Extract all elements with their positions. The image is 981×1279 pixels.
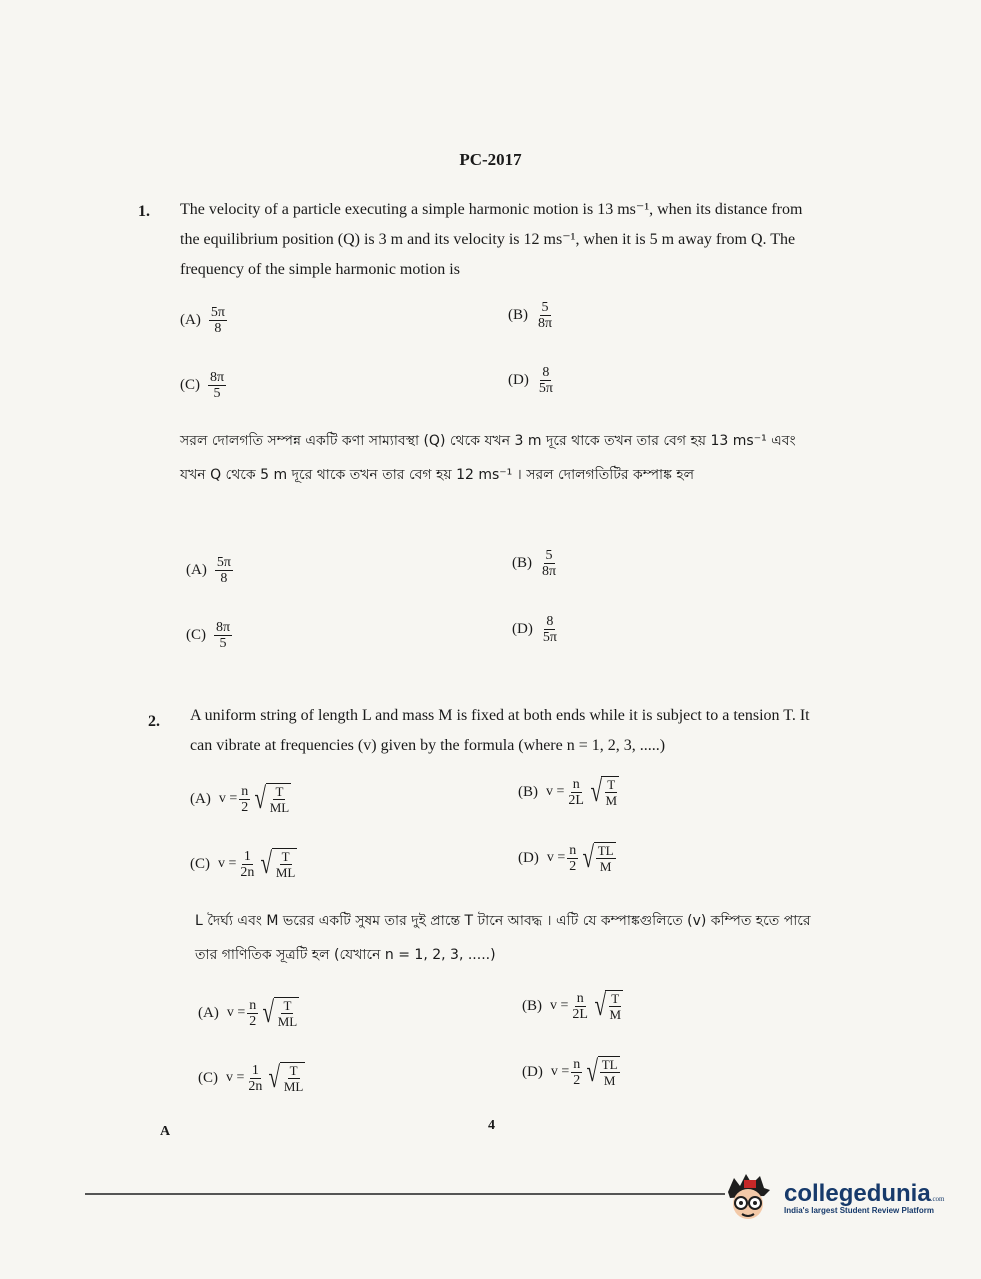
q1-en-option-d[interactable] (508, 365, 555, 396)
question-2-text-english: A uniform string of length L and mass M is fixed at both ends while it is subject to a tension T. It can vibrate at frequencies (v) given by the formula (where n = 1, 2, 3, .....) (190, 707, 810, 754)
numerator: 8π (216, 620, 231, 635)
q1-bn-option-c[interactable] (186, 620, 232, 651)
option-label: (D) (518, 849, 539, 866)
square-root (252, 783, 291, 815)
square-root (266, 1062, 305, 1094)
denominator: ML (277, 1014, 298, 1029)
square-root (592, 990, 623, 1022)
radical-sign: √ (260, 847, 273, 880)
q1-bn-option-d[interactable] (512, 614, 559, 645)
coefficient (567, 843, 578, 874)
numerator: 5 (545, 548, 553, 563)
question-1-number: 1. (138, 203, 150, 220)
numerator: T (283, 998, 292, 1013)
numerator: 5π (210, 305, 225, 320)
denominator: 8π (542, 564, 557, 579)
q2-en-option-b[interactable] (518, 776, 619, 808)
option-label: (C) (186, 627, 206, 643)
option-label: (B) (508, 307, 528, 323)
numerator: n (576, 990, 584, 1006)
denominator: 2 (241, 799, 249, 815)
radical-sign: √ (254, 782, 267, 815)
paper-set-label: A (160, 1124, 171, 1139)
square-root (588, 776, 619, 808)
formula-lhs: v = (550, 1064, 570, 1079)
q2-en-option-c[interactable] (190, 848, 297, 880)
radical-sign: √ (262, 996, 275, 1029)
formula-lhs: v = (226, 1005, 246, 1020)
numerator: 8π (210, 370, 225, 385)
denominator: 5 (213, 386, 221, 401)
coefficient (570, 991, 590, 1022)
formula-lhs: v = (546, 784, 565, 799)
radicand (605, 990, 623, 1022)
q1-en-option-a[interactable] (180, 305, 227, 336)
formula (218, 848, 297, 880)
numerator: T (275, 784, 284, 799)
denominator: M (599, 859, 612, 874)
mascot-icon (720, 1170, 776, 1226)
q2-bn-option-a[interactable] (198, 997, 299, 1029)
coefficient (247, 998, 258, 1029)
q1-en-option-b[interactable] (508, 300, 554, 331)
brand-tagline: India's largest Student Review Platform (784, 1205, 934, 1215)
denominator: 2 (249, 1013, 257, 1029)
fraction (537, 365, 555, 396)
q2-bn-option-d[interactable] (522, 1056, 620, 1088)
radicand (274, 997, 300, 1029)
paper-code: PC-2017 (459, 150, 522, 169)
denominator: M (609, 1007, 621, 1022)
q1-en-option-c[interactable] (180, 370, 226, 401)
denominator: 2n (248, 1078, 263, 1094)
denominator: 8 (220, 571, 228, 586)
fraction (596, 843, 616, 874)
radical-sign: √ (590, 775, 602, 808)
radicand (266, 783, 292, 815)
brand-domain-suffix: .com (930, 1194, 945, 1203)
denominator: 2L (572, 1006, 588, 1022)
fraction (276, 998, 300, 1029)
denominator: M (605, 793, 617, 808)
option-label: (A) (186, 562, 207, 578)
formula-lhs: v = (218, 791, 238, 806)
footer-divider (85, 1193, 725, 1195)
option-label: (B) (512, 555, 532, 571)
denominator: 5π (538, 381, 553, 396)
option-label: (C) (198, 1069, 218, 1086)
q2-bn-option-c[interactable] (198, 1062, 305, 1094)
denominator: 8π (538, 316, 553, 331)
brand-text (784, 1179, 945, 1215)
coefficient (571, 1057, 582, 1088)
fraction (215, 555, 233, 586)
numerator: n (241, 783, 249, 799)
numerator: T (281, 849, 290, 864)
formula (227, 997, 299, 1029)
option-label: (A) (190, 790, 211, 807)
denominator: 8 (214, 321, 222, 336)
fraction (603, 777, 619, 808)
radicand (598, 1056, 620, 1088)
numerator: n (572, 776, 580, 792)
denominator: 5 (219, 636, 227, 651)
option-label: (A) (198, 1004, 219, 1021)
option-label: (D) (512, 621, 533, 637)
square-root (260, 997, 299, 1029)
formula (551, 1056, 620, 1088)
denominator: ML (275, 865, 296, 880)
radical-sign: √ (268, 1061, 281, 1094)
numerator: 8 (542, 365, 550, 380)
q2-en-option-d[interactable] (518, 842, 616, 874)
numerator: TL (597, 843, 614, 858)
fraction (268, 784, 292, 815)
formula (550, 990, 623, 1022)
option-label: (D) (508, 372, 529, 388)
denominator: 2n (240, 864, 255, 880)
page-number: 4 (488, 1118, 495, 1133)
radical-sign: √ (586, 1055, 599, 1088)
numerator: n (573, 1056, 581, 1072)
formula (547, 842, 616, 874)
fraction (540, 548, 558, 579)
numerator: T (289, 1063, 298, 1078)
formula (546, 776, 619, 808)
fraction (607, 991, 623, 1022)
square-root (580, 842, 615, 874)
formula-lhs: v = (546, 850, 566, 865)
coefficient (246, 1063, 264, 1094)
option-label: (B) (518, 783, 538, 800)
fraction (214, 620, 232, 651)
radical-sign: √ (582, 841, 595, 874)
fraction (600, 1057, 620, 1088)
question-2-text-bengali: L দৈর্ঘ্য এবং M ভরের একটি সুষম তার দুই প্রান্তে T টানে আবদ্ধ । এটি যে কম্পাঙ্কগুলিতে (v) কম্পিত হতে পারে তার গাণিতিক সূত্রটি হল (যেখানে n = 1, 2, 3, .....) (195, 913, 811, 963)
denominator: 2 (569, 858, 577, 874)
numerator: 5 (541, 300, 549, 315)
coefficient (239, 784, 250, 815)
coefficient (238, 849, 256, 880)
formula-lhs: v = (218, 856, 237, 871)
radicand (601, 776, 619, 808)
numerator: 1 (251, 1062, 259, 1078)
brand-logo[interactable] (720, 1170, 945, 1226)
q1-bn-option-a[interactable] (186, 555, 233, 586)
option-label: (C) (190, 855, 210, 872)
formula-lhs: v = (550, 998, 569, 1013)
fraction (282, 1063, 306, 1094)
option-label: (A) (180, 312, 201, 328)
denominator: ML (283, 1079, 304, 1094)
fraction (274, 849, 298, 880)
coefficient (566, 777, 586, 808)
fraction (541, 614, 559, 645)
denominator: 2 (573, 1072, 581, 1088)
denominator: 2L (568, 792, 584, 808)
option-label: (D) (522, 1063, 543, 1080)
radical-sign: √ (594, 989, 606, 1022)
fraction (208, 370, 226, 401)
fraction (536, 300, 554, 331)
q1-bn-option-b[interactable] (512, 548, 558, 579)
numerator: 8 (546, 614, 554, 629)
numerator: n (569, 842, 577, 858)
formula (219, 783, 291, 815)
formula (226, 1062, 305, 1094)
fraction (209, 305, 227, 336)
numerator: n (249, 997, 257, 1013)
denominator: ML (269, 800, 290, 815)
numerator: 5π (216, 555, 231, 570)
question-2-number: 2. (148, 713, 160, 730)
numerator: TL (601, 1057, 618, 1072)
radicand (272, 848, 298, 880)
radicand (280, 1062, 306, 1094)
denominator: M (603, 1073, 616, 1088)
option-label: (B) (522, 997, 542, 1014)
denominator: 5π (542, 630, 557, 645)
numerator: 1 (243, 848, 251, 864)
q2-en-option-a[interactable] (190, 783, 291, 815)
q2-bn-option-b[interactable] (522, 990, 623, 1022)
numerator: T (607, 777, 616, 792)
formula-lhs: v = (226, 1070, 245, 1085)
square-root (258, 848, 297, 880)
square-root (584, 1056, 619, 1088)
numerator: T (611, 991, 620, 1006)
question-1-text-bengali: সরল দোলগতি সম্পন্ন একটি কণা সাম্যাবস্থা (Q) থেকে যখন 3 m দূরে থাকে তখন তার বেগ হয় 13 ms⁻¹ এবং যখন Q থেকে 5 m দূরে থাকে তখন তার বেগ হয় 12 ms⁻¹ । সরল দোলগতিটির কম্পাঙ্ক হল (180, 433, 796, 483)
option-label: (C) (180, 377, 200, 393)
question-1-text-english: The velocity of a particle executing a simple harmonic motion is 13 ms⁻¹, when its distance from the equilibrium position (Q) is 3 m and its velocity is 12 ms⁻¹, when it is 5 m away from Q. The frequency of the simple harmonic motion is (180, 201, 803, 278)
radicand (594, 842, 616, 874)
brand-name: collegedunia (784, 1179, 931, 1207)
